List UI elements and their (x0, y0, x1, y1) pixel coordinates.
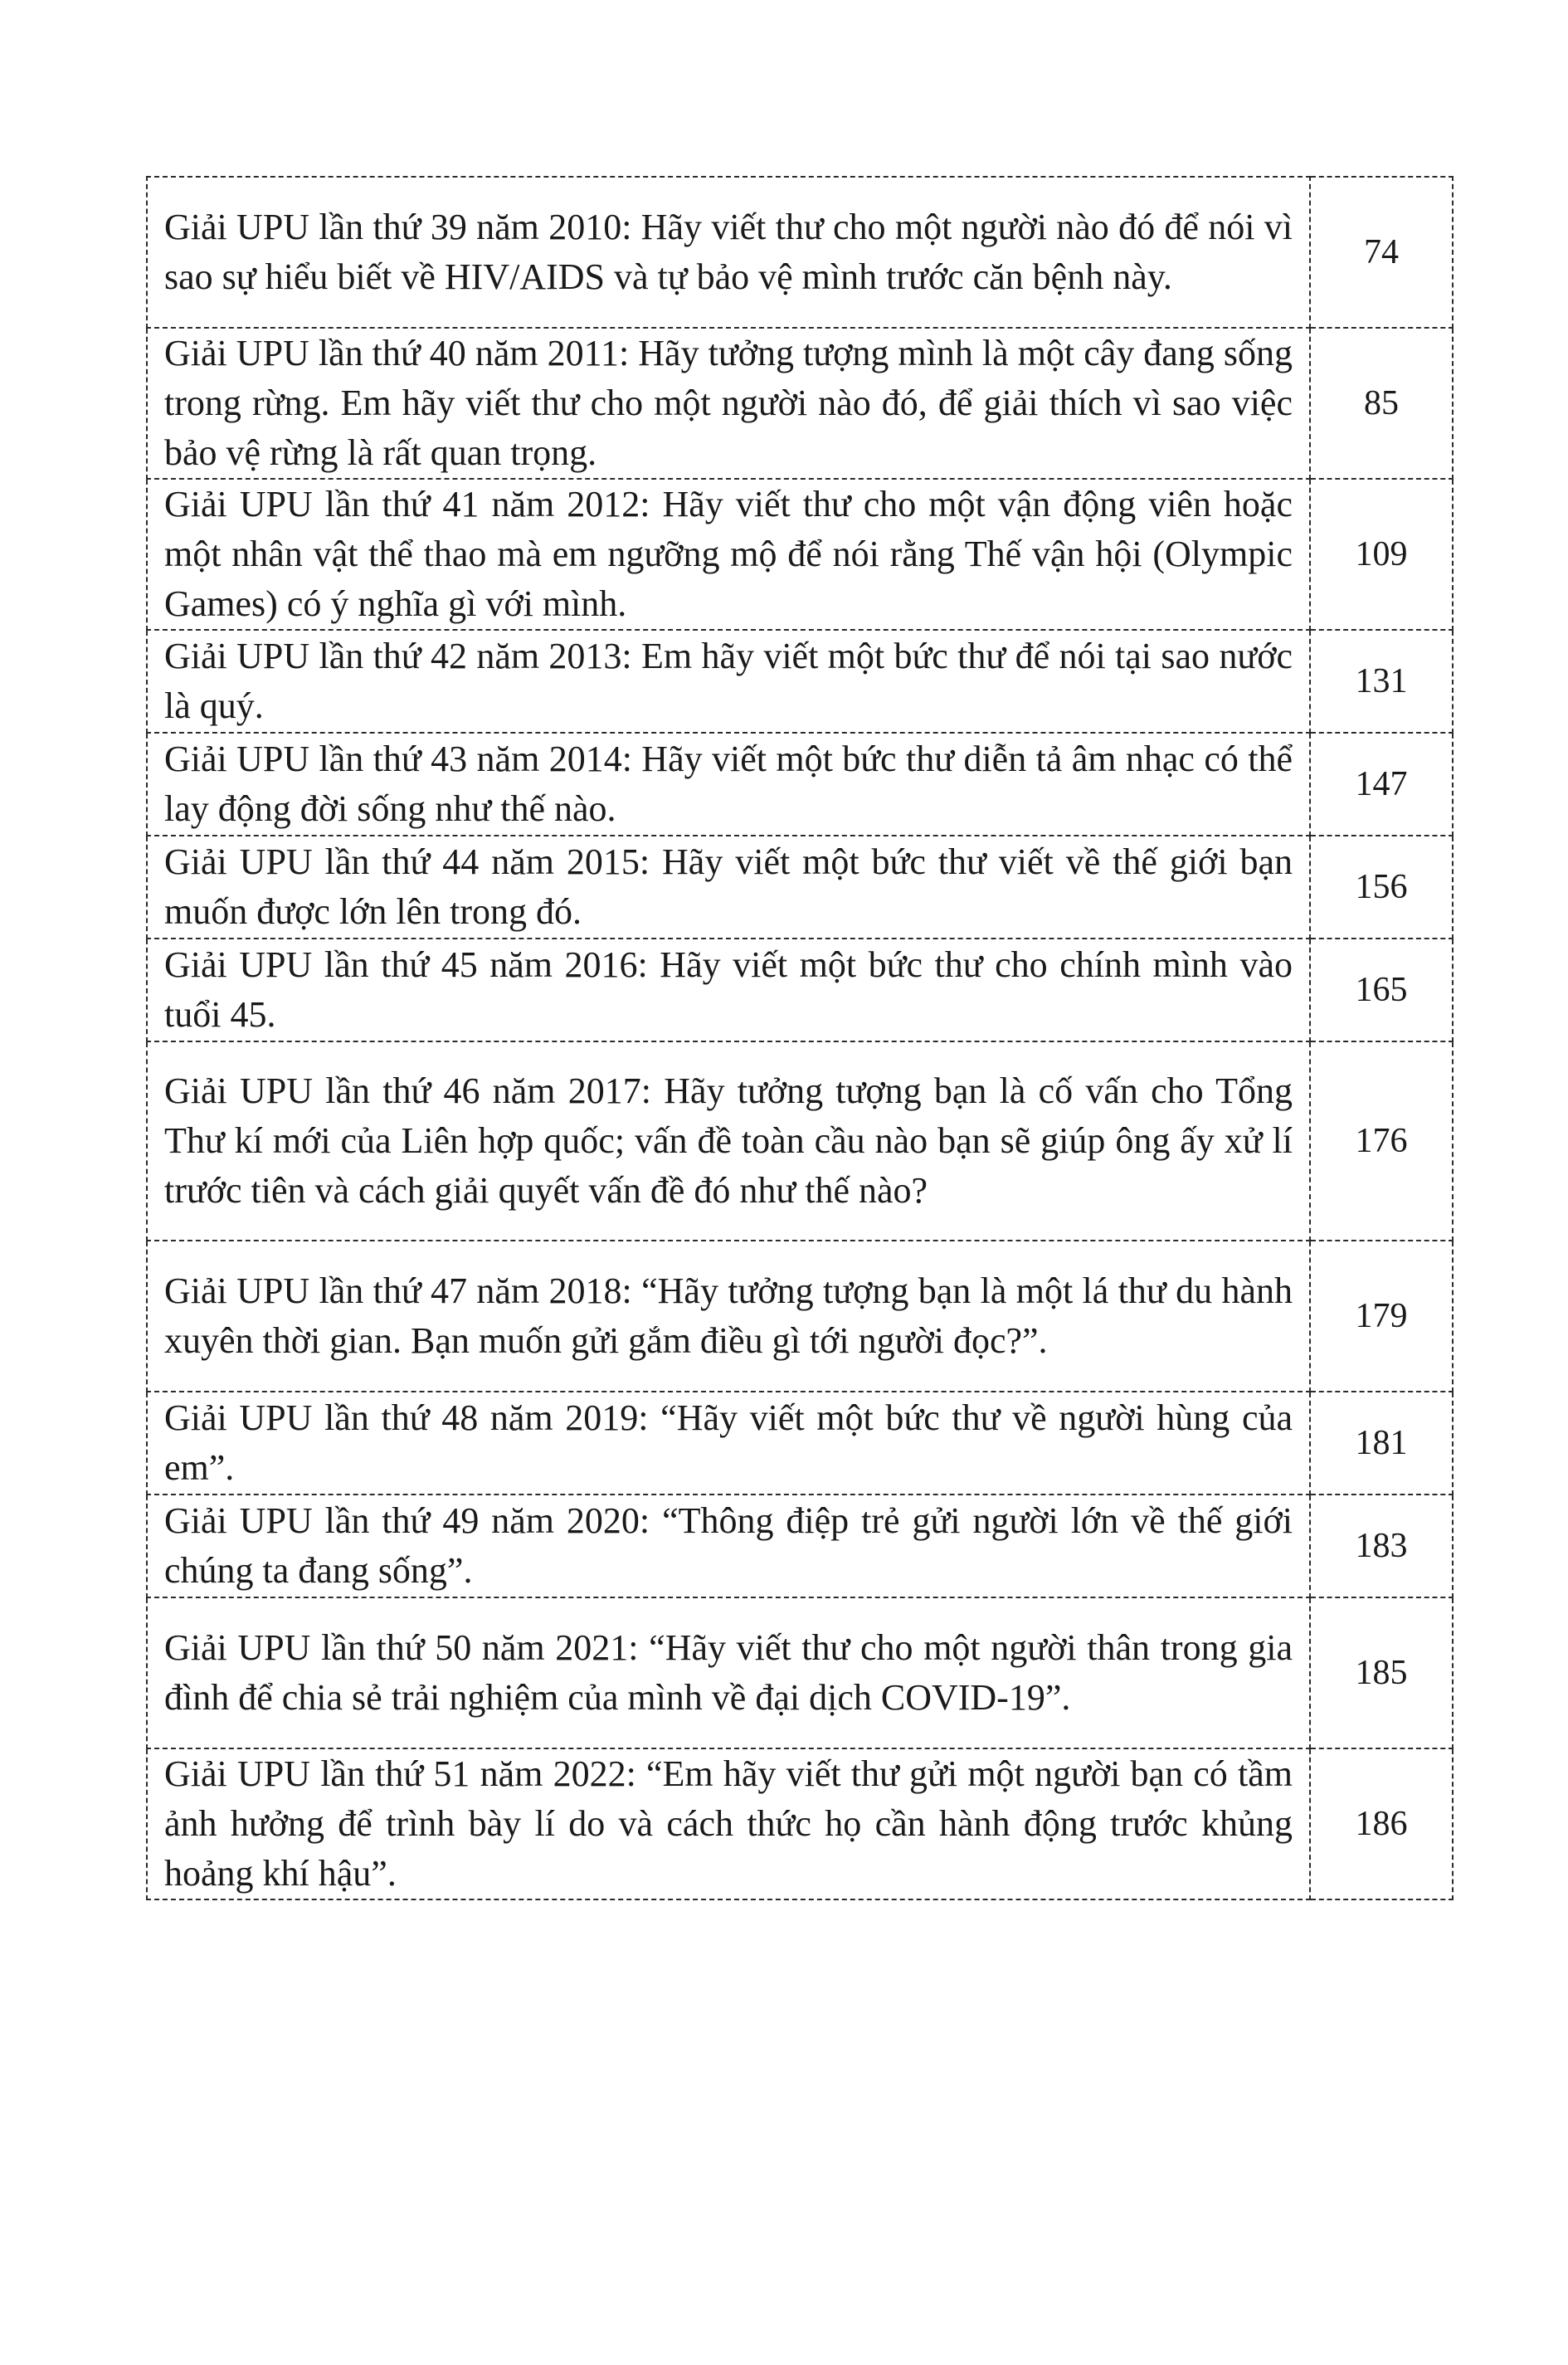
entry-page-number: 85 (1310, 328, 1453, 479)
table-row (147, 836, 1453, 939)
entry-title: Giải UPU lần thứ 44 năm 2015: Hãy viết một bức thư viết về thế giới bạn muốn được lớn lên trong đó. (147, 836, 1310, 939)
table-row (147, 939, 1453, 1041)
table-row (147, 1241, 1453, 1392)
table-row (147, 177, 1453, 328)
table-row (147, 733, 1453, 836)
table-row (147, 328, 1453, 479)
entry-title: Giải UPU lần thứ 40 năm 2011: Hãy tưởng tượng mình là một cây đang sống trong rừng. Em hãy viết thư cho một người nào đó, để giải thích vì sao việc bảo vệ rừng là rất quan trọng. (147, 328, 1310, 479)
entry-page-number: 156 (1310, 836, 1453, 939)
entry-page-number: 74 (1310, 177, 1453, 328)
entry-title: Giải UPU lần thứ 51 năm 2022: “Em hãy viết thư gửi một người bạn có tầm ảnh hưởng để trình bày lí do và cách thức họ cần hành động trước khủng hoảng khí hậu”. (147, 1748, 1310, 1899)
table-of-contents (146, 176, 1454, 1900)
entry-page-number: 147 (1310, 733, 1453, 836)
table-row (147, 479, 1453, 630)
entry-page-number: 176 (1310, 1041, 1453, 1241)
entry-page-number: 181 (1310, 1392, 1453, 1495)
entry-title: Giải UPU lần thứ 47 năm 2018: “Hãy tưởng tượng bạn là một lá thư du hành xuyên thời gian. Bạn muốn gửi gắm điều gì tới người đọc?”. (147, 1241, 1310, 1392)
entry-page-number: 109 (1310, 479, 1453, 630)
entry-title: Giải UPU lần thứ 42 năm 2013: Em hãy viết một bức thư để nói tại sao nước là quý. (147, 630, 1310, 733)
entry-title: Giải UPU lần thứ 49 năm 2020: “Thông điệp trẻ gửi người lớn về thế giới chúng ta đang sống”. (147, 1495, 1310, 1597)
entry-page-number: 183 (1310, 1495, 1453, 1597)
table-row (147, 630, 1453, 733)
table-row (147, 1748, 1453, 1899)
entry-title: Giải UPU lần thứ 39 năm 2010: Hãy viết thư cho một người nào đó để nói vì sao sự hiểu biết về HIV/AIDS và tự bảo vệ mình trước căn bệnh này. (147, 177, 1310, 328)
table-row (147, 1495, 1453, 1597)
entry-page-number: 131 (1310, 630, 1453, 733)
entry-page-number: 185 (1310, 1597, 1453, 1748)
entry-title: Giải UPU lần thứ 43 năm 2014: Hãy viết một bức thư diễn tả âm nhạc có thể lay động đời sống như thế nào. (147, 733, 1310, 836)
entry-title: Giải UPU lần thứ 50 năm 2021: “Hãy viết thư cho một người thân trong gia đình để chia sẻ trải nghiệm của mình về đại dịch COVID-19”. (147, 1597, 1310, 1748)
entry-title: Giải UPU lần thứ 48 năm 2019: “Hãy viết một bức thư về người hùng của em”. (147, 1392, 1310, 1495)
entry-page-number: 165 (1310, 939, 1453, 1041)
table-row (147, 1392, 1453, 1495)
entry-page-number: 186 (1310, 1748, 1453, 1899)
entry-title: Giải UPU lần thứ 45 năm 2016: Hãy viết một bức thư cho chính mình vào tuổi 45. (147, 939, 1310, 1041)
entry-title: Giải UPU lần thứ 46 năm 2017: Hãy tưởng tượng bạn là cố vấn cho Tổng Thư kí mới của Liên hợp quốc; vấn đề toàn cầu nào bạn sẽ giúp ông ấy xử lí trước tiên và cách giải quyết vấn đề đó như thế nào? (147, 1041, 1310, 1241)
entry-page-number: 179 (1310, 1241, 1453, 1392)
entry-title: Giải UPU lần thứ 41 năm 2012: Hãy viết thư cho một vận động viên hoặc một nhân vật thể thao mà em ngưỡng mộ để nói rằng Thế vận hội (Olympic Games) có ý nghĩa gì với mình. (147, 479, 1310, 630)
table-row (147, 1041, 1453, 1241)
table-row (147, 1597, 1453, 1748)
